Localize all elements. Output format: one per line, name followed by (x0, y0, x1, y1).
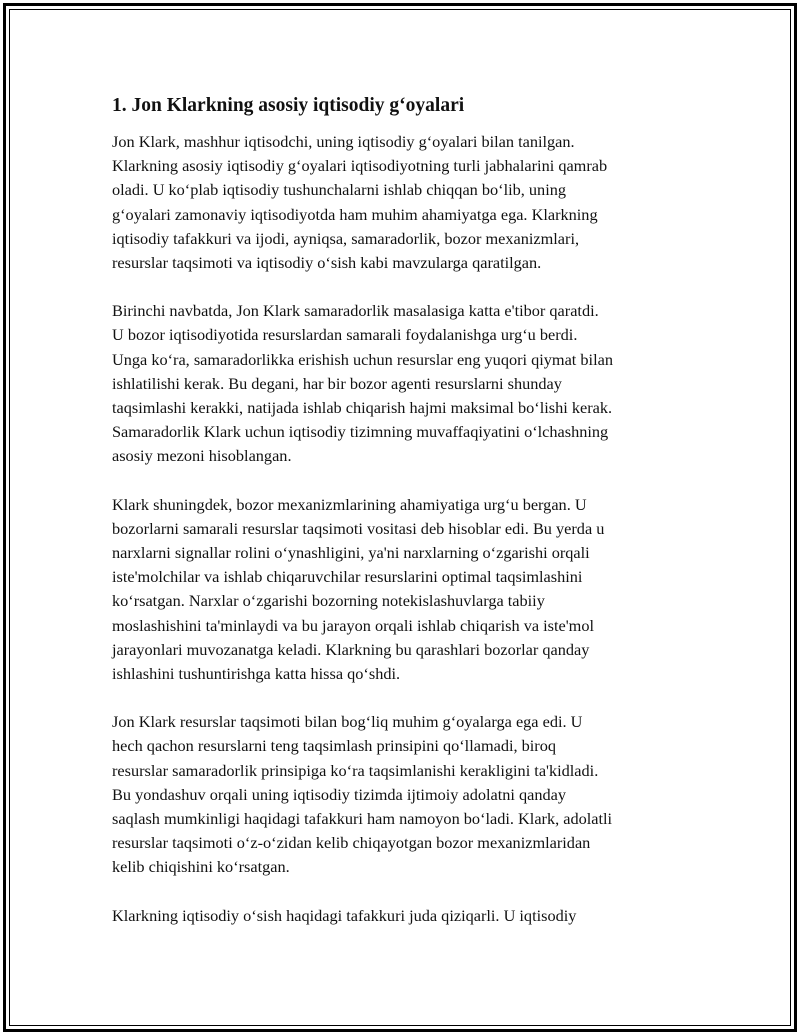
text-line: taqsimlashi kerakki, natijada ishlab chiqarish hajmi maksimal bo‘lishi kerak. (112, 398, 613, 418)
text-line: moslashishini ta'minlaydi va bu jarayon orqali ishlab chiqarish va iste'mol (112, 615, 595, 635)
text-line: ishlashini tushuntirishga katta hissa qo‘shdi. (112, 664, 401, 684)
text-line: Jon Klark resurslar taqsimoti bilan bog‘liq muhim g‘oyalarga ega edi. U (112, 712, 583, 732)
text-line: oladi. U ko‘plab iqtisodiy tushunchalarni ishlab chiqqan bo‘lib, uning (112, 180, 566, 200)
text-line: ko‘rsatgan. Narxlar o‘zgarishi bozorning notekislashuvlarga tabiiy (112, 591, 545, 611)
document-body (112, 94, 682, 952)
paragraph (112, 299, 682, 468)
paragraph (112, 904, 682, 928)
paragraph (112, 130, 682, 275)
text-line: kelib chiqishini ko‘rsatgan. (112, 857, 290, 877)
text-line: Unga ko‘ra, samaradorlikka erishish uchun resurslar eng yuqori qiymat bilan (112, 349, 613, 369)
text-line: saqlash mumkinligi haqidagi tafakkuri ham namoyon bo‘ladi. Klark, adolatli (112, 809, 613, 829)
text-line: resurslar taqsimoti va iqtisodiy o‘sish kabi mavzularga qaratilgan. (112, 253, 542, 273)
text-line: narxlarni signallar rolini o‘ynashligini, ya'ni narxlarning o‘zgarishi orqali (112, 543, 590, 563)
paragraph (112, 493, 682, 687)
text-line: resurslar samaradorlik prinsipiga ko‘ra taqsimlanishi kerakligini ta'kidladi. (112, 760, 599, 780)
text-line: Klarkning asosiy iqtisodiy g‘oyalari iqtisodiyotning turli jabhalarini qamrab (112, 156, 608, 176)
text-line: Birinchi navbatda, Jon Klark samaradorlik masalasiga katta e'tibor qaratdi. (112, 301, 599, 321)
text-line: resurslar taqsimoti o‘z-o‘zidan kelib chiqayotgan bozor mexanizmlaridan (112, 833, 591, 853)
text-line: asosiy mezoni hisoblangan. (112, 446, 292, 466)
text-line: bozorlarni samarali resurslar taqsimoti vositasi deb hisoblar edi. Bu yerda u (112, 518, 605, 538)
text-line: Jon Klark, mashhur iqtisodchi, uning iqtisodiy g‘oyalari bilan tanilgan. (112, 132, 575, 151)
text-line: iste'molchilar va ishlab chiqaruvchilar resurslarini optimal taqsimlashini (112, 567, 583, 587)
text-line: ishlatilishi kerak. Bu degani, har bir bozor agenti resurslarni shunday (112, 373, 562, 393)
text-line: Klark shuningdek, bozor mexanizmlarining ahamiyatiga urg‘u bergan. U (112, 494, 587, 514)
text-line: Bu yondashuv orqali uning iqtisodiy tizimda ijtimoiy adolatni qanday (112, 784, 567, 804)
text-line: Klarkning iqtisodiy o‘sish haqidagi tafakkuri juda qiziqarli. U iqtisodiy (112, 905, 577, 925)
section-heading: 1. Jon Klarkning asosiy iqtisodiy g‘oyalari (112, 95, 465, 116)
paragraph-list (112, 130, 682, 928)
text-line: U bozor iqtisodiyotida resurslardan samarali foydalanishga urg‘u berdi. (112, 325, 578, 345)
text-line: g‘oyalari zamonaviy iqtisodiyotda ham muhim ahamiyatga ega. Klarkning (112, 204, 598, 224)
text-line: hech qachon resurslarni teng taqsimlash prinsipini qo‘llamadi, biroq (112, 736, 557, 756)
paragraph (112, 710, 682, 879)
text-line: iqtisodiy tafakkuri va ijodi, ayniqsa, samaradorlik, bozor mexanizmlari, (112, 228, 580, 248)
text-line: Samaradorlik Klark uchun iqtisodiy tizimning muvaffaqiyatini o‘lchashning (112, 422, 609, 442)
text-line: jarayonlari muvozanatga keladi. Klarkning bu qarashlari bozorlar qanday (112, 639, 590, 659)
